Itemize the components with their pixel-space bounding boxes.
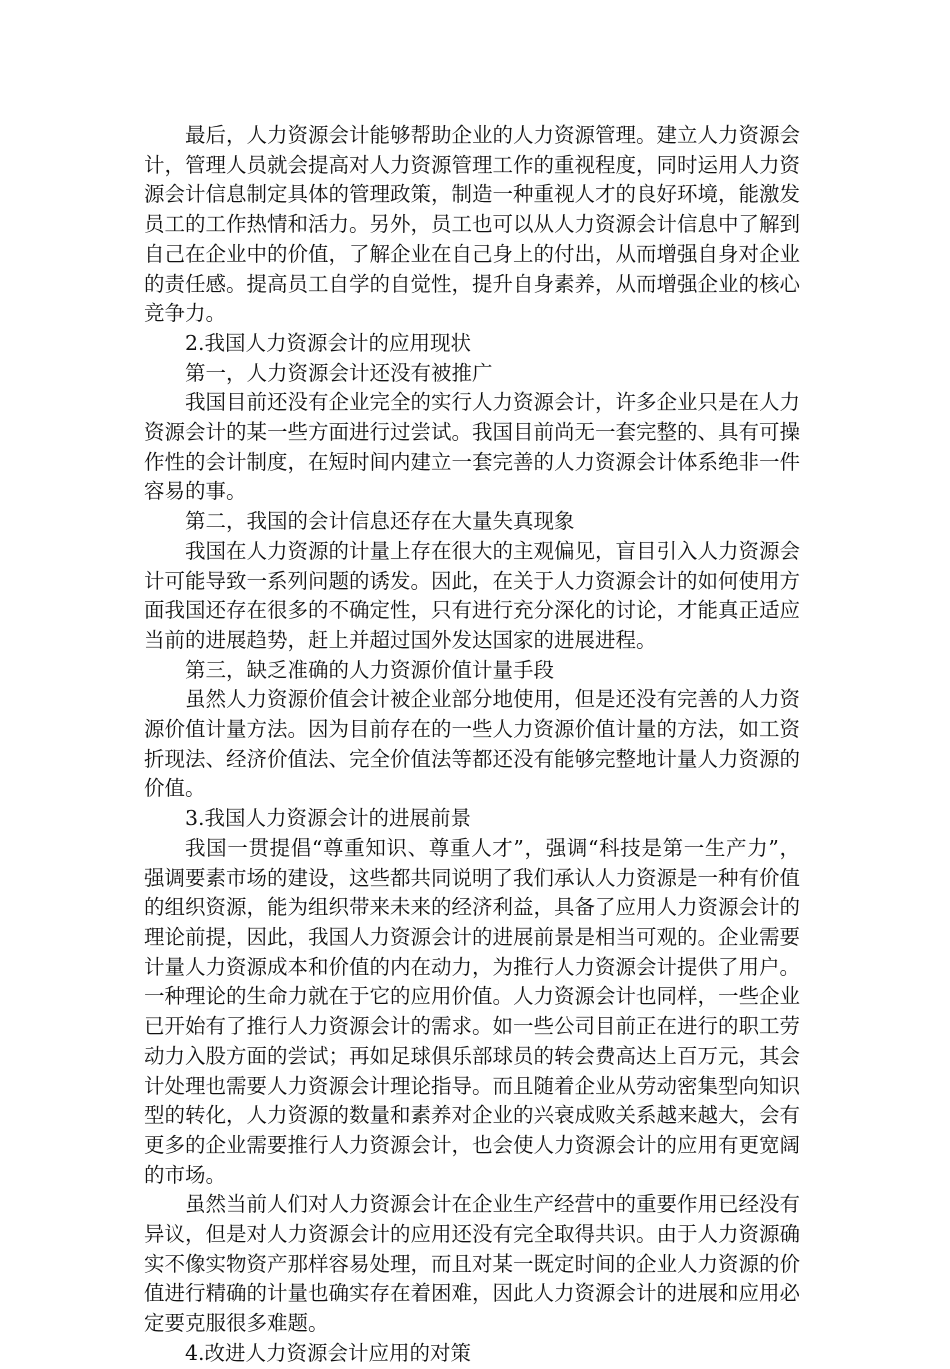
subheading-information-distortion: 第二，我国的会计信息还存在大量失真现象 — [185, 509, 575, 534]
section-heading-development-prospect: 3.我国人力资源会计的进展前景 — [185, 806, 472, 831]
section-heading-application-status: 2.我国人力资源会计的应用现状 — [185, 330, 472, 355]
paragraph-difficulties: 虽然当前人们对人力资源会计在企业生产经营中的重要作用已经没有异议，但是对人力资源会计的应用还没有完全取得共识。由于人力资源确实不像实物资产那样容易处理，而且对某一既定时间的企业人力资源的价值进行精确的计量也确实存在着困难，因此人力资源会计的进展和应用必定要克服很多难题。 — [144, 1192, 800, 1336]
subheading-not-promoted: 第一，人力资源会计还没有被推广 — [185, 360, 493, 385]
section-heading-improvement-measures: 4.改进人力资源会计应用的对策 — [185, 1340, 472, 1365]
paragraph-information-distortion: 我国在人力资源的计量上存在很大的主观偏见，盲目引入人力资源会计可能导致一系列问题的诱发。因此，在关于人力资源会计的如何使用方面我国还存在很多的不确定性，只有进行充分深化的讨论，才能真正适应当前的进展趋势，赶上并超过国外发达国家的进展进程。 — [144, 538, 800, 652]
document-body — [144, 121, 800, 1369]
paragraph-hr-management-benefit: 最后，人力资源会计能够帮助企业的人力资源管理。建立人力资源会计，管理人员就会提高对人力资源管理工作的重视程度，同时运用人力资源会计信息制定具体的管理政策，制造一种重视人才的良好环境，能激发员工的工作热情和活力。另外，员工也可以从人力资源会计信息中了解到自己在企业中的价值，了解企业在自己身上的付出，从而增强自身对企业的责任感。提高员工自学的自觉性，提升自身素养，从而增强企业的核心竞争力。 — [144, 123, 800, 326]
paragraph-development-prospect: 我国一贯提倡“尊重知识、尊重人才”，强调“科技是第一生产力”，强调要素市场的建设，这些都共同说明了我们承认人力资源是一种有价值的组织资源，能为组织带来未来的经济利益，具备了应用人力资源会计的理论前提，因此，我国人力资源会计的进展前景是相当可观的。企业需要计量人力资源成本和价值的内在动力，为推行人力资源会计提供了用户。一种理论的生命力就在于它的应用价值。人力资源会计也同样，一些企业已开始有了推行人力资源会计的需求。如一些公司目前正在进行的职工劳动力入股方面的尝试；再如足球俱乐部球员的转会费高达上百万元，其会计处理也需要人力资源会计理论指导。而且随着企业从劳动密集型向知识型的转化，人力资源的数量和素养对企业的兴衰成败关系越来越大，会有更多的企业需要推行人力资源会计，也会使人力资源会计的应用有更宽阔的市场。 — [144, 835, 800, 1187]
subheading-measurement-means: 第三，缺乏准确的人力资源价值计量手段 — [185, 657, 554, 682]
paragraph-not-promoted: 我国目前还没有企业完全的实行人力资源会计，许多企业只是在人力资源会计的某一些方面进行过尝试。我国目前尚无一套完整的、具有可操作性的会计制度，在短时间内建立一套完善的人力资源会计体系绝非一件容易的事。 — [144, 390, 800, 504]
paragraph-measurement-means: 虽然人力资源价值会计被企业部分地使用，但是还没有完善的人力资源价值计量方法。因为目前存在的一些人力资源价值计量的方法，如工资折现法、经济价值法、完全价值法等都还没有能够完整地计量人力资源的价值。 — [144, 687, 800, 801]
